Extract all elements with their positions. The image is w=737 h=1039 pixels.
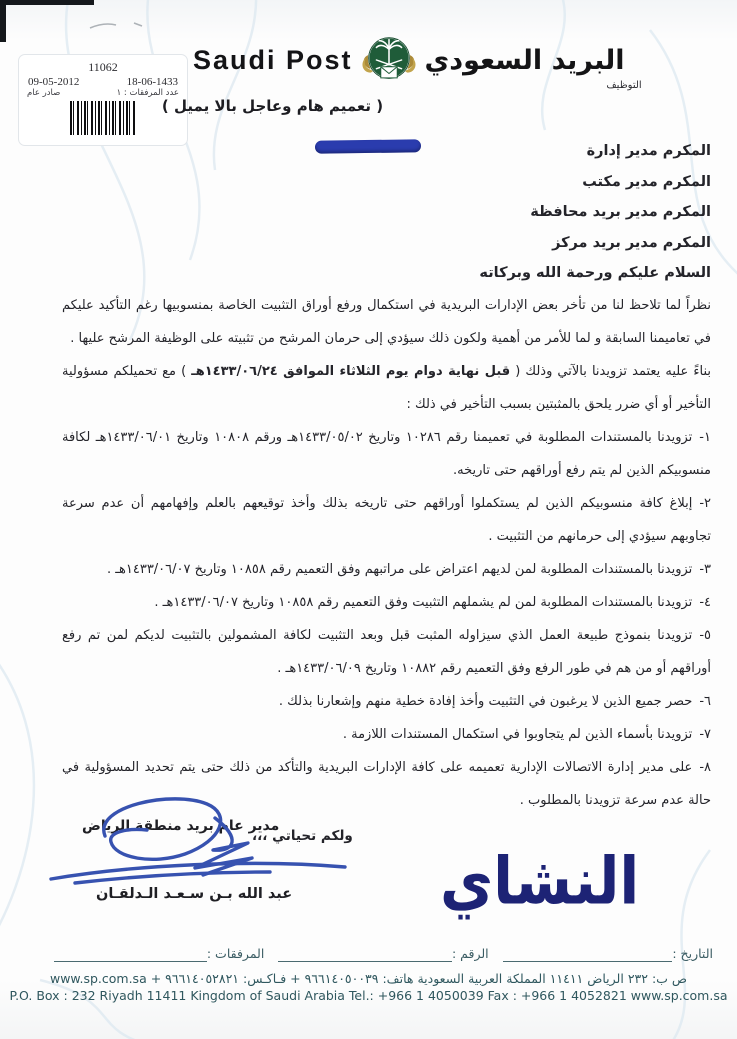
recipient-line: المكرم مدير بريد مركز — [552, 234, 711, 251]
number-label: الرقم : — [452, 946, 489, 961]
recipients-list — [62, 136, 711, 289]
stamp-date-hijri: 18-06-1433 — [126, 76, 178, 88]
item-text: على مدير إدارة الاتصالات الإدارية تعميمه على كافة الإدارات البريدية والتأكد من ذلك حتى يتم تحديد المسؤولية في حالة عدم سرعة تزويدنا بالمطلوب . — [62, 759, 711, 808]
footer-fields — [40, 946, 713, 962]
date-blank-line — [503, 948, 673, 962]
item-text: تزويدنا بالمستندات المطلوبة لمن لم يشملهم التثبيت وفق التعميم رقم ١٠٨٥٨ وتاريخ ١٤٣٣/٠٦/٠٧هـ . — [154, 594, 693, 610]
pencil-scribble — [80, 16, 160, 36]
deadline-text: قبل نهاية دوام يوم الثلاثاء الموافق ١٤٣٣/٠٦/٢٤هـ — [191, 363, 511, 379]
item-text: تزويدنا بأسماء الذين لم يتجاوبوا في استكمال المستندات اللازمة . — [342, 726, 693, 742]
list-item — [62, 586, 711, 619]
brand-name-arabic: البريد السعودي — [424, 44, 625, 76]
item-number: ٣- — [699, 561, 711, 577]
item-text: تزويدنا بنموذج طبيعة العمل الذي سيزاوله المثبت قبل وبعد التثبيت لكافة المشمولين بالتثبيت لديكم لمن تم رفع أوراقهم أو من هم في طور الرفع وفق التعميم رقم ١٠٨٨٢ وتاريخ ١٤٣٣/٠٦/٠٩هـ . — [62, 627, 711, 676]
scan-edge-artifact-left — [0, 0, 6, 42]
list-item — [62, 487, 711, 553]
attachments-label: المرفقات : — [206, 946, 265, 961]
greeting-line: السلام عليكم ورحمة الله وبركاته — [479, 265, 711, 281]
barcode — [70, 101, 136, 135]
item-text: حصر جميع الذين لا يرغبون في التثبيت وأخذ إفادة خطية منهم وإشعارنا بذلك . — [278, 693, 693, 709]
stamp-type-label: صادر عام — [27, 88, 61, 98]
stamp-date-gregorian: 09-05-2012 — [28, 76, 80, 88]
item-text: تزويدنا بالمستندات المطلوبة لمن لديهم اعتراض على مراتبهم وفق التعميم رقم ١٠٨٥٨ وتاريخ ١٤٣٣/٠٦/٠٧هـ . — [106, 561, 693, 577]
directive-prefix: بناءً عليه يعتمد تزويدنا بالآتي وذلك ( — [510, 363, 711, 379]
signatory-name: عبد الله بـن سـعـد الـدلقـان — [96, 886, 293, 902]
list-item — [62, 718, 711, 751]
brand-name-english: Saudi Post — [193, 44, 353, 75]
directive-paragraph — [62, 355, 711, 421]
scan-edge-artifact-top — [0, 0, 94, 5]
subject-line: ( تعميم هام وعاجل بالا يميل ) — [161, 97, 384, 115]
item-number: ٥- — [699, 627, 711, 643]
handwritten-signature — [45, 788, 355, 890]
recipient-line: المكرم مدير إدارة — [586, 143, 711, 159]
stamp-serial-number: 11062 — [88, 60, 118, 74]
list-item — [62, 685, 711, 718]
item-number: ٤- — [699, 594, 711, 610]
saudi-post-logo-icon — [360, 30, 418, 90]
intro-paragraph: نظراً لما تلاحظ لنا من تأخر بعض الإدارات البريدية في استكمال ورفع أوراق التثبيت الخاصة بمنسوبيها رغم التأكيد عليكم في تعاميمنا السابقة و لما للأمر من أهمية ولكون ذلك سيؤدي إلى حرمان المرشح من تثبيته على الوظيفة المرشح عليها . — [62, 297, 711, 346]
attachments-blank-line — [54, 948, 207, 962]
letter-body — [62, 136, 711, 853]
item-text: تزويدنا بالمستندات المطلوبة في تعميمنا رقم ١٠٢٨٦ وتاريخ ١٤٣٣/٠٥/٠٢هـ ورقم ١٠٨٠٨ وتاريخ ١٤٣٣/٠٦/٠١هـ لكافة منسوبيكم الذين لم يتم رفع أوراقهم حتى تاريخه. — [62, 429, 711, 478]
item-number: ٧- — [699, 726, 711, 742]
item-number: ١- — [699, 429, 711, 445]
signatory-title: مدير عام بريد منطقة الرياض — [82, 818, 280, 834]
footer-address-english: P.O. Box : 232 Riyadh 11411 Kingdom of Saudi Arabia Tel.: +966 1 4050039 Fax : +966 1 4052821 www.sp.com.sa — [9, 988, 728, 1003]
item-text: إبلاغ كافة منسوبيكم الذين لم يستكملوا أوراقهم حتى تاريخه بذلك وأخذ توقيعهم بالعلم وإفهامهم أن عدم سرعة تجاوبهم سيؤدي إلى حرمانهم من التثبيت . — [62, 495, 711, 544]
list-item — [62, 553, 711, 586]
directive-suffix: ) مع تحميلكم مسؤولية التأخير أو أي ضرر يلحق بالمثبتين بسبب التأخير في ذلك : — [62, 363, 711, 412]
list-item — [62, 619, 711, 685]
recipient-line: المكرم مدير مكتب — [582, 173, 711, 190]
body-text — [62, 289, 711, 853]
list-item — [62, 421, 711, 487]
date-label: التاريخ : — [672, 946, 713, 961]
footer-address-arabic: ص ب: ٢٣٢ الرياض ١١٤١١ المملكة العربية السعودية هاتف: ٩٦٦١٤٠٥٠٠٣٩ + فـاكـس: ٩٦٦١٤٠٥٢٨٢١ + www.sp.com.sa — [49, 971, 688, 986]
overlay-watermark-text: النشاي — [440, 843, 640, 920]
item-number: ٦- — [699, 693, 711, 709]
footer-field-attachments — [40, 946, 264, 962]
recipient-line: المكرم مدير بريد محافظة — [530, 204, 711, 220]
footer-field-date — [489, 946, 713, 962]
footer-field-number — [264, 946, 488, 962]
letterhead — [193, 30, 625, 90]
number-blank-line — [278, 948, 452, 962]
item-number: ٢- — [699, 495, 711, 511]
closing-salutation: ولكم تحياتي ،،، — [252, 827, 353, 844]
stamp-attachments-label: عدد المرفقات : ١ — [116, 88, 179, 98]
department-label: التوظيف — [606, 80, 642, 91]
item-number: ٨- — [699, 759, 711, 775]
